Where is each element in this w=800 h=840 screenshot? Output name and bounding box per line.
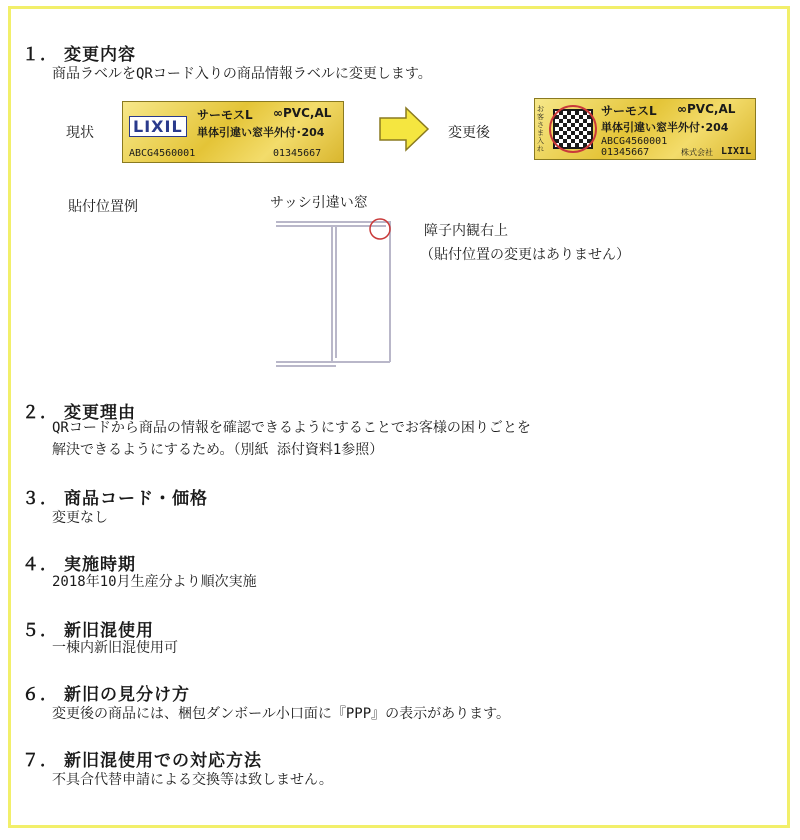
section-title: 商品コード・価格 <box>64 489 208 509</box>
new-label-company: 株式会社 <box>681 148 713 157</box>
window-type-title: サッシ引違い窓 <box>270 195 368 211</box>
section-number: １． <box>22 45 58 65</box>
placement-example-title: 貼付位置例 <box>68 199 138 215</box>
new-label-code2: 01345667 <box>601 147 650 158</box>
section-number: ７． <box>22 751 58 771</box>
section-number: ４． <box>22 555 58 575</box>
old-label-name: サーモスL <box>197 108 253 122</box>
right-arrow-icon <box>378 106 430 152</box>
section-3-heading <box>22 484 208 509</box>
new-product-label <box>534 98 756 160</box>
section-6-heading <box>22 680 190 705</box>
lixil-logo: LIXIL <box>129 116 187 137</box>
new-label-name: サーモスL <box>601 104 657 118</box>
section-5-text: 一棟内新旧混使用可 <box>52 640 178 656</box>
old-label-code1: ABCG4560001 <box>129 148 196 159</box>
old-label-code2: 01345667 <box>273 148 322 159</box>
old-product-label <box>122 101 344 163</box>
new-label-product: 単体引違い窓半外付･204 <box>601 121 729 134</box>
section-title: 変更理由 <box>64 403 136 423</box>
section-6-text: 変更後の商品には、梱包ダンボール小口面に『PPP』の表示があります。 <box>52 706 511 722</box>
after-label-caption: 変更後 <box>448 125 490 141</box>
section-4-text: 2018年10月生産分より順次実施 <box>52 574 257 590</box>
current-label-caption: 現状 <box>66 125 94 141</box>
section-3-text: 変更なし <box>52 510 108 526</box>
section-title: 新旧混使用での対応方法 <box>64 751 262 771</box>
section-7-text: 不具合代替申請による交換等は致しません。 <box>52 772 333 788</box>
qr-highlight-circle <box>549 105 597 153</box>
section-title: 新旧混使用 <box>64 621 154 641</box>
section-2-text-line1: QRコードから商品の情報を確認できるようにすることでお客様の困りごとを <box>52 420 531 436</box>
section-1-heading <box>22 40 136 65</box>
qr-side-text: お客さま入れ <box>537 105 544 153</box>
label-position-subnote: （貼付位置の変更はありません） <box>420 247 630 263</box>
section-title: 新旧の見分け方 <box>64 685 190 705</box>
section-1-text: 商品ラベルをQRコード入りの商品情報ラベルに変更します。 <box>52 66 432 82</box>
section-number: ５． <box>22 621 58 641</box>
new-label-logo: LIXIL <box>721 146 752 157</box>
new-label-material: ∞PVC,AL <box>677 102 736 116</box>
old-label-material: ∞PVC,AL <box>273 106 332 120</box>
label-position-note: 障子内観右上 <box>424 223 508 239</box>
section-2-text-line2: 解決できるようにするため。（別紙 添付資料1参照） <box>52 442 384 458</box>
section-title: 実施時期 <box>64 555 136 575</box>
section-number: ２． <box>22 403 58 423</box>
section-title: 変更内容 <box>64 45 136 65</box>
sliding-window-diagram <box>270 210 400 380</box>
section-number: ３． <box>22 489 58 509</box>
section-number: ６． <box>22 685 58 705</box>
old-label-product: 単体引違い窓半外付･204 <box>197 126 325 139</box>
section-7-heading <box>22 746 262 771</box>
new-label-code1: ABCG4560001 <box>601 136 668 147</box>
